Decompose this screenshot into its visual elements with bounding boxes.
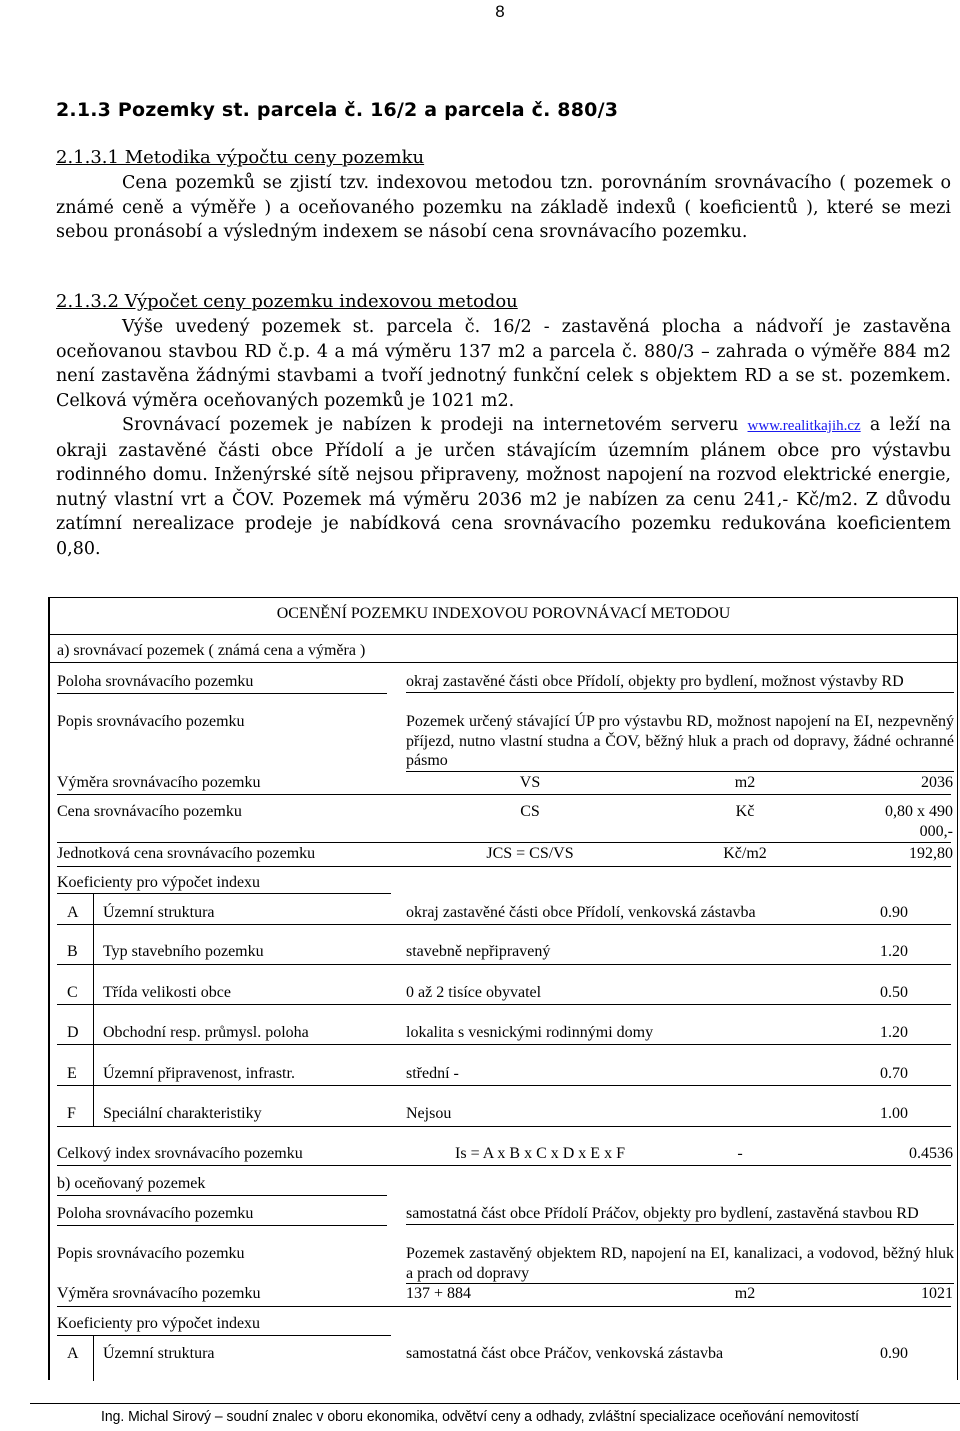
b-koef-label: Koeficienty pro výpočet indexu [57, 1315, 261, 1332]
coef-desc: střední - [406, 1065, 459, 1082]
coef-name: Typ stavebního pozemku [103, 943, 264, 960]
page-number: 8 [495, 2, 505, 21]
valuation-table [48, 597, 958, 1380]
coef-desc: 0 až 2 tisíce obyvatel [406, 984, 542, 1001]
coef-value: 1.20 [880, 1024, 908, 1041]
coef-name: Územní připravenost, infrastr. [103, 1065, 295, 1082]
jc-code: JCS = CS/VS [486, 845, 574, 862]
cena-code: CS [520, 803, 540, 820]
cena-value-line2: 000,- [919, 822, 953, 840]
coef-value: 0.70 [880, 1065, 908, 1082]
coef-name: Speciální charakteristiky [103, 1105, 262, 1122]
divider [93, 894, 94, 1127]
divider [50, 634, 957, 635]
divider [57, 1085, 951, 1086]
calculation-text-1: Výše uvedený pozemek st. parcela č. 16/2 - zastavěná plocha a nádvoří je zastavěna oceňovanou stavbou RD č.p. 4 a má výměru 137 m2 a parcela č. 880/3 – zahrada o výměře 884 m2 není zastavěna žádnými stavbami a tvoří jednotný funkční celek s objektem RD a se st. pozemkem. Celková výměra oceňovaných pozemků je 1021 m2. [56, 317, 951, 411]
b-vymera-label: Výměra srovnávacího pozemku [57, 1285, 261, 1302]
b-poloha-value: samostatná část obce Přídolí Práčov, objekty pro bydlení, zastavěná stavbou RD [406, 1204, 954, 1225]
coef-name: Obchodní resp. průmysl. poloha [103, 1024, 309, 1041]
coef-value: 0.90 [880, 904, 908, 921]
calc-text-2a: Srovnávací pozemek je nabízen k prodeji na internetovém serveru [122, 415, 739, 435]
b-popis-label: Popis srovnávacího pozemku [57, 1245, 245, 1262]
a-popis-label: Popis srovnávacího pozemku [57, 713, 245, 730]
b-vymera-total: 1021 [921, 1285, 953, 1302]
part-a-label: a) srovnávací pozemek ( známá cena a výměra ) [57, 642, 366, 659]
coef-letter: E [67, 1065, 77, 1082]
cena-value-line1: 0,80 x 490 [885, 803, 953, 820]
calculation-text-2 [56, 413, 951, 561]
vymera-unit: m2 [734, 774, 756, 791]
index-dash: - [737, 1145, 743, 1162]
coef-desc: stavebně nepřipravený [406, 943, 551, 960]
a-poloha-label: Poloha srovnávacího pozemku [57, 673, 254, 690]
divider [57, 1306, 951, 1307]
divider [93, 1336, 94, 1381]
divider [57, 866, 951, 867]
divider [57, 1044, 951, 1045]
coef-desc: Nejsou [406, 1105, 452, 1122]
calc-text-2b: a leží na okraji zastavěné části obce Přídolí a je určen stávajícím územním plánem obce pro výstavbu rodinného domu. Inženýrské sítě nejsou připraveny, možnost napojení na rozvod elektrické energie, nutný vlastní vrt a ČOV. Pozemek má výměru 2036 m2 je nabízen za cenu 241,- Kč/m2. Z důvodu zatímní nerealizace prodeje je nabídková cena srovnávacího pozemku redukována koeficientem 0,80. [56, 415, 951, 559]
divider [57, 1126, 951, 1127]
b-poloha-label: Poloha srovnávacího pozemku [57, 1205, 254, 1222]
divider [50, 662, 957, 663]
part-b-label: b) oceňovaný pozemek [57, 1175, 206, 1192]
divider [57, 1225, 387, 1226]
b-coef-value: 0.90 [880, 1345, 908, 1362]
cena-label: Cena srovnávacího pozemku [57, 803, 242, 820]
coef-letter: F [67, 1105, 76, 1122]
coef-letter: B [67, 943, 78, 960]
b-coef-desc: samostatná část obce Práčov, venkovská zástavba [406, 1345, 724, 1362]
section-heading: 2.1.3 Pozemky st. parcela č. 16/2 a parcela č. 880/3 [56, 99, 619, 121]
a-popis-value: Pozemek určený stávající ÚP pro výstavbu RD, možnost napojení na EI, nezpevněný příjezd, nutno vlastní studna a ČOV, běžný hluk a prach od dopravy, žádné ochranné pásmo [406, 712, 954, 772]
subsection-heading-methodology: 2.1.3.1 Metodika výpočtu ceny pozemku [56, 147, 425, 168]
index-label: Celkový index srovnávacího pozemku [57, 1145, 303, 1162]
coef-value: 1.00 [880, 1105, 908, 1122]
coef-desc: lokalita s vesnickými rodinnými domy [406, 1024, 654, 1041]
table-title: OCENĚNÍ POZEMKU INDEXOVOU POROVNÁVACÍ METODOU [276, 605, 731, 622]
coef-desc: okraj zastavěné části obce Přídolí, venkovská zástavba [406, 904, 756, 921]
b-coef-name: Územní struktura [103, 1345, 215, 1362]
footer-rule [30, 1403, 960, 1404]
b-coef-letter: A [67, 1345, 79, 1362]
coef-value: 1.20 [880, 943, 908, 960]
a-poloha-value: okraj zastavěné části obce Přídolí, objekty pro bydlení, možnost výstavby RD [406, 672, 954, 693]
calculation-paragraph [56, 315, 951, 561]
methodology-text: Cena pozemků se zjistí tzv. indexovou metodou tzn. porovnáním srovnávacího ( pozemek o známé ceně a výměře ) a oceňovaného pozemku na základě indexů ( koeficientů ), které se mezi sebou pronásobí a výsledným indexem se násobí cena srovnávacího pozemku. [56, 173, 951, 242]
jc-label: Jednotková cena srovnávacího pozemku [57, 845, 316, 862]
b-vymera-value: 137 + 884 [406, 1285, 472, 1302]
divider [57, 1004, 951, 1005]
divider [57, 924, 951, 925]
jc-value: 192,80 [909, 845, 953, 862]
index-value: 0.4536 [909, 1145, 953, 1162]
cena-unit: Kč [735, 803, 755, 820]
divider [57, 1335, 391, 1336]
methodology-paragraph [56, 171, 951, 245]
b-vymera-unit: m2 [734, 1285, 756, 1302]
vymera-label: Výměra srovnávacího pozemku [57, 774, 261, 791]
footer: Ing. Michal Sirový – soudní znalec v oboru ekonomika, odvětví ceny a odhady, zvláštní specializace oceňování nemovitostí [100, 1408, 860, 1425]
divider [57, 964, 951, 965]
divider [57, 794, 951, 795]
cena-value [810, 802, 953, 841]
realitkajih-link[interactable]: www.realitkajih.cz [747, 418, 861, 434]
coef-letter: D [67, 1024, 79, 1041]
b-popis-value: Pozemek zastavěný objektem RD, napojení na EI, kanalizaci, a vodovod, běžný hluk a prach od dopravy [406, 1244, 954, 1284]
coef-name: Územní struktura [103, 904, 215, 921]
divider [57, 842, 951, 843]
koef-label: Koeficienty pro výpočet indexu [57, 874, 261, 891]
divider [57, 1195, 387, 1196]
coef-value: 0.50 [880, 984, 908, 1001]
divider [57, 1165, 951, 1166]
divider [57, 693, 387, 694]
divider [57, 893, 391, 894]
coef-letter: A [67, 904, 79, 921]
vymera-code: VS [519, 774, 541, 791]
coef-name: Třída velikosti obce [103, 984, 231, 1001]
vymera-value: 2036 [921, 774, 953, 791]
index-formula: Is = A x B x C x D x E x F [455, 1145, 625, 1162]
coef-letter: C [67, 984, 78, 1001]
subsection-heading-calculation: 2.1.3.2 Výpočet ceny pozemku indexovou metodou [56, 291, 518, 312]
jc-unit: Kč/m2 [723, 845, 767, 862]
